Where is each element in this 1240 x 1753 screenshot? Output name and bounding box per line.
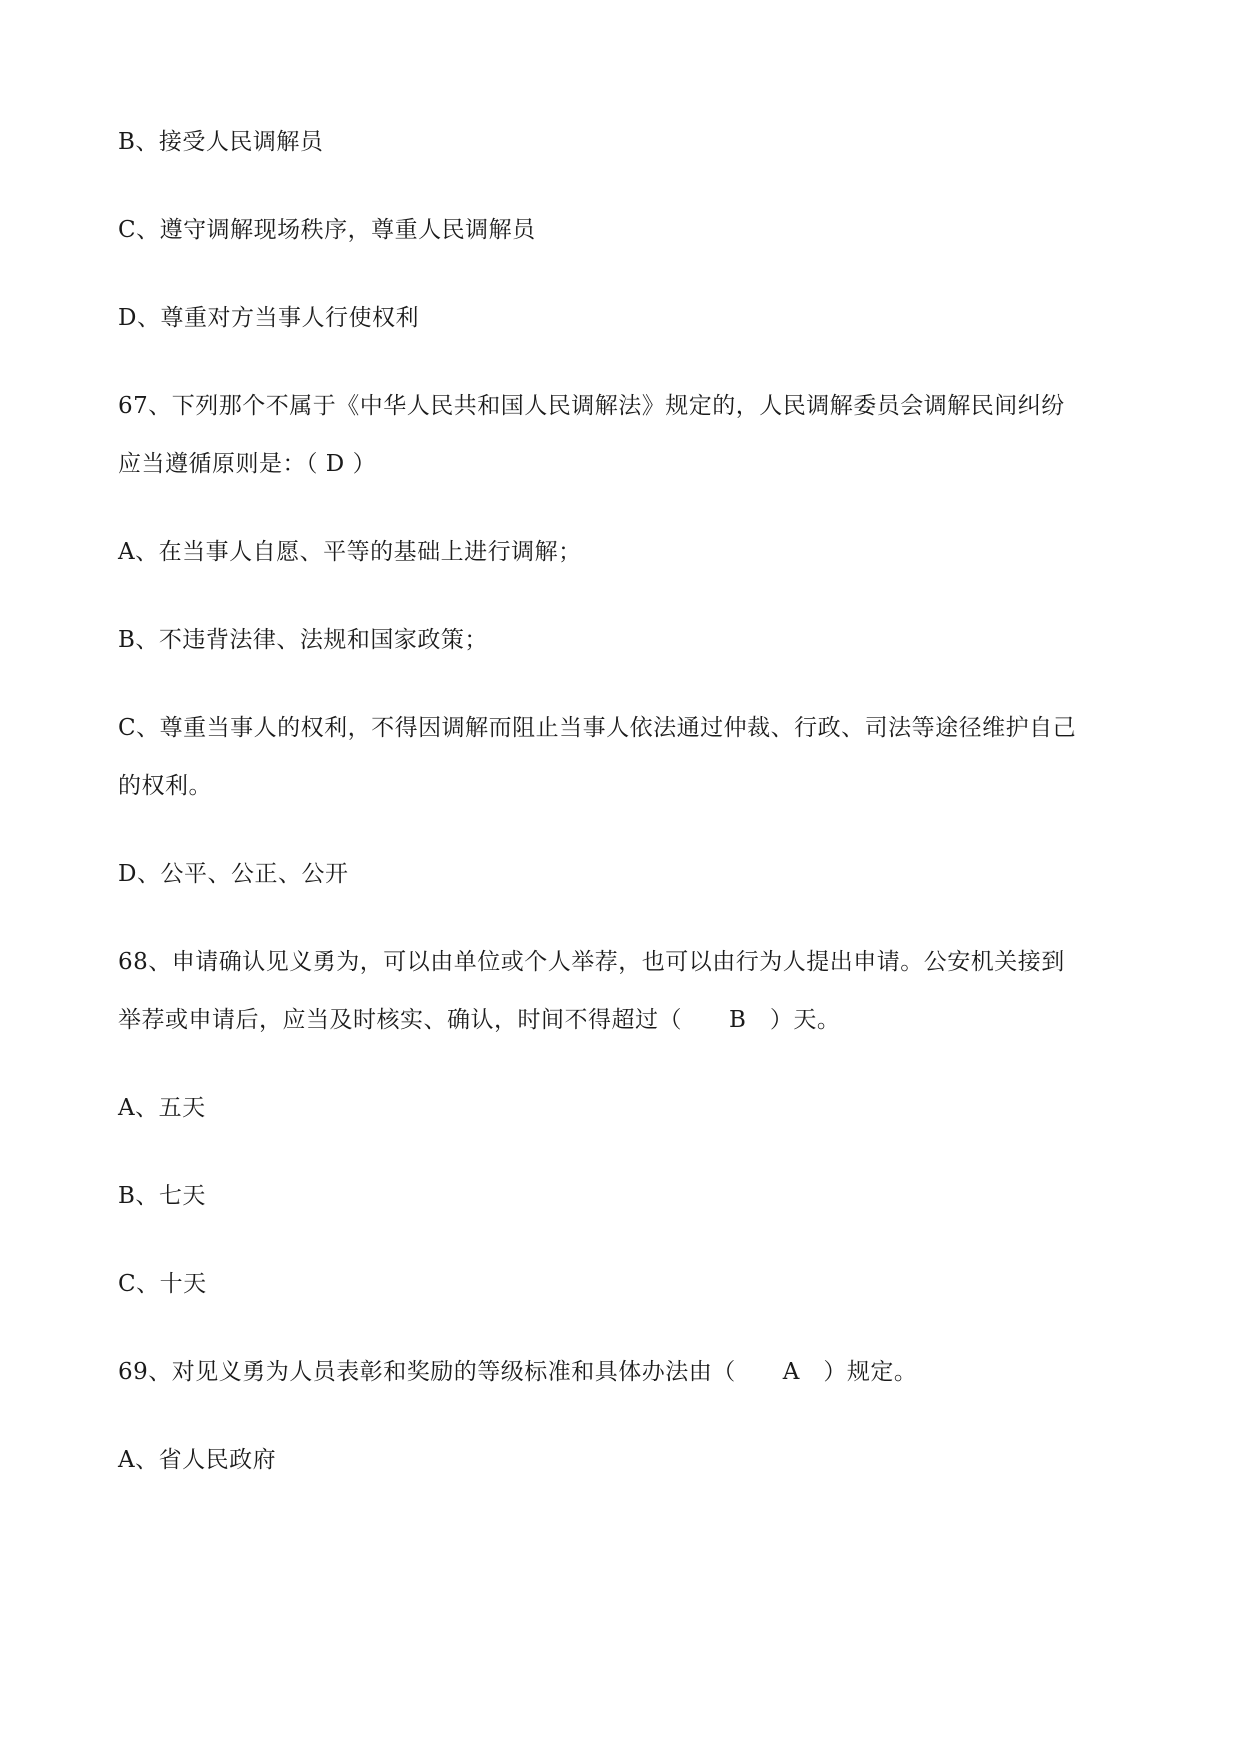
q68-option-c: C、十天	[118, 1271, 207, 1297]
q67-option-d: D、公平、公正、公开	[118, 861, 349, 887]
q68-question-line-1: 68、申请确认见义勇为，可以由单位或个人举荐，也可以由行为人提出申请。公安机关接到	[118, 949, 1065, 975]
q66-option-d: D、尊重对方当事人行使权利	[118, 305, 419, 331]
q67-question-line-2: 应当遵循原则是：（ D ）	[118, 451, 377, 477]
q68-option-b: B、七天	[118, 1183, 206, 1209]
q67-question-line-1: 67、下列那个不属于《中华人民共和国人民调解法》规定的，人民调解委员会调解民间纠纷	[118, 393, 1065, 419]
q69-option-a: A、省人民政府	[118, 1447, 277, 1473]
q66-option-b: B、接受人民调解员	[118, 129, 324, 155]
q67-option-c-line-2: 的权利。	[118, 773, 212, 799]
q67-option-a: A、在当事人自愿、平等的基础上进行调解；	[118, 539, 582, 565]
q68-option-a: A、五天	[118, 1095, 206, 1121]
q67-option-b: B、不违背法律、法规和国家政策；	[118, 627, 488, 653]
q69-question: 69、对见义勇为人员表彰和奖励的等级标准和具体办法由（ A ）规定。	[118, 1359, 918, 1385]
q66-option-c: C、遵守调解现场秩序，尊重人民调解员	[118, 217, 536, 243]
q68-question-line-2: 举荐或申请后，应当及时核实、确认，时间不得超过（ B ）天。	[118, 1007, 841, 1033]
q67-option-c-line-1: C、尊重当事人的权利，不得因调解而阻止当事人依法通过仲裁、行政、司法等途径维护自己	[118, 715, 1077, 741]
